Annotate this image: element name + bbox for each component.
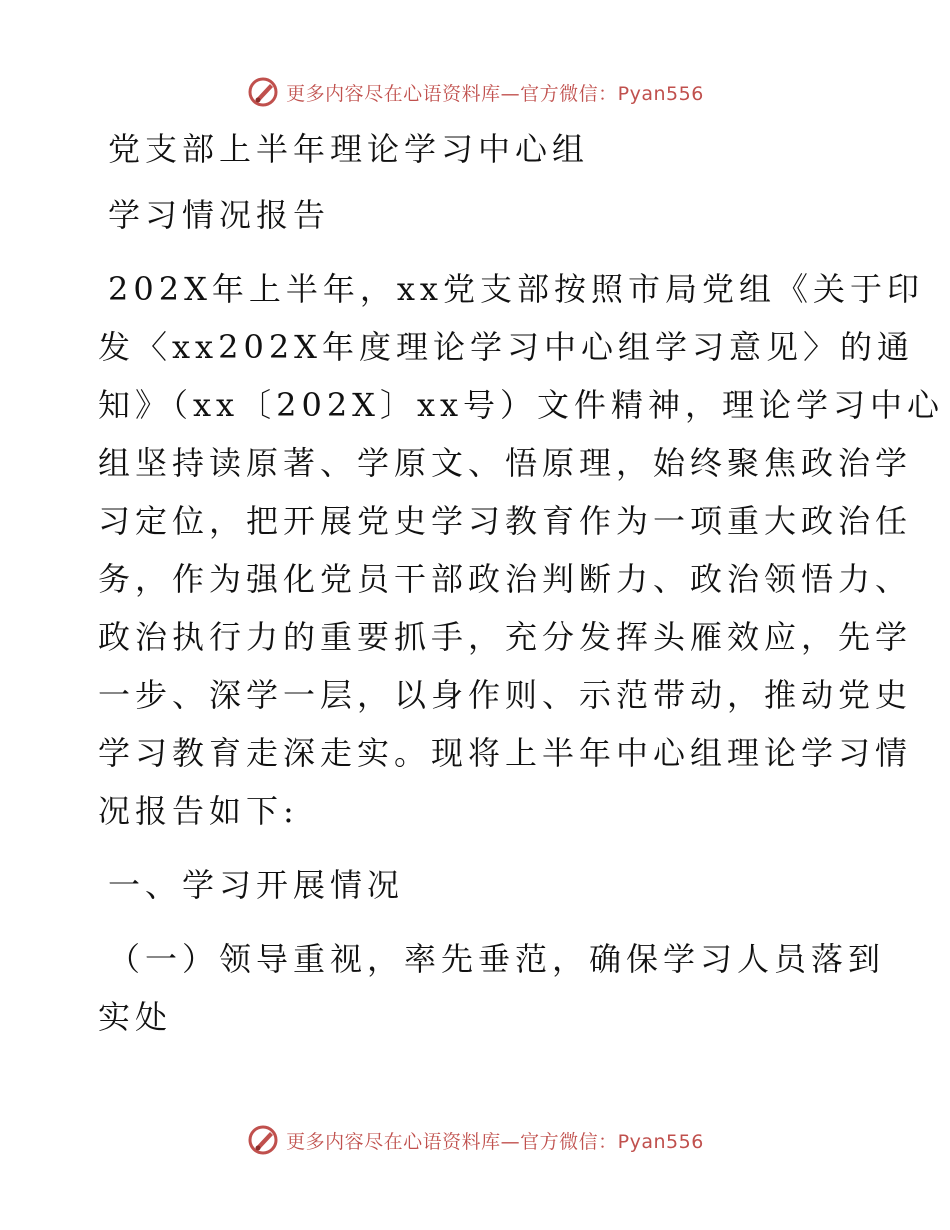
paragraph-line: 务，作为强化党员干部政治判断力、政治领悟力、 [98,560,913,598]
paragraph-line: 况报告如下: [98,792,299,830]
paragraph-line: 学习教育走深走实。现将上半年中心组理论学习情 [98,734,913,772]
paragraph-line: 习定位，把开展党史学习教育作为一项重大政治任 [98,502,913,540]
watermark-banner-top [0,72,950,112]
pen-circle-logo-icon [246,1123,280,1157]
pen-circle-logo-icon [246,75,280,109]
document-title-line-2: 学习情况报告 [108,196,331,234]
paragraph-line: 发〈xx202X年度理论学习中心组学习意见〉的通 [98,328,914,366]
watermark-text: 更多内容尽在心语资料库—官方微信：Pyan556 [286,1130,704,1153]
paragraph-line: 政治执行力的重要抓手，充分发挥头雁效应，先学 [98,618,913,656]
subsection-line: （一）领导重视，率先垂范，确保学习人员落到 [108,940,886,978]
paragraph-line: 202X年上半年，xx党支部按照市局党组《关于印 [108,270,924,308]
paragraph-line: 一步、深学一层，以身作则、示范带动，推动党史 [98,676,913,714]
section-heading: 一、学习开展情况 [108,866,405,904]
document-body [98,120,945,1046]
subsection-line: 实处 [98,998,173,1036]
intro-paragraph [98,260,945,840]
subsection-heading [98,930,886,1046]
watermark-banner-bottom [0,1120,950,1160]
paragraph-line: 知》（xx〔202X〕xx号）文件精神，理论学习中心 [98,386,945,424]
paragraph-line: 组坚持读原著、学原文、悟原理，始终聚焦政治学 [98,444,913,482]
document-title-line-1: 党支部上半年理论学习中心组 [108,130,590,168]
watermark-text: 更多内容尽在心语资料库—官方微信：Pyan556 [286,82,704,105]
